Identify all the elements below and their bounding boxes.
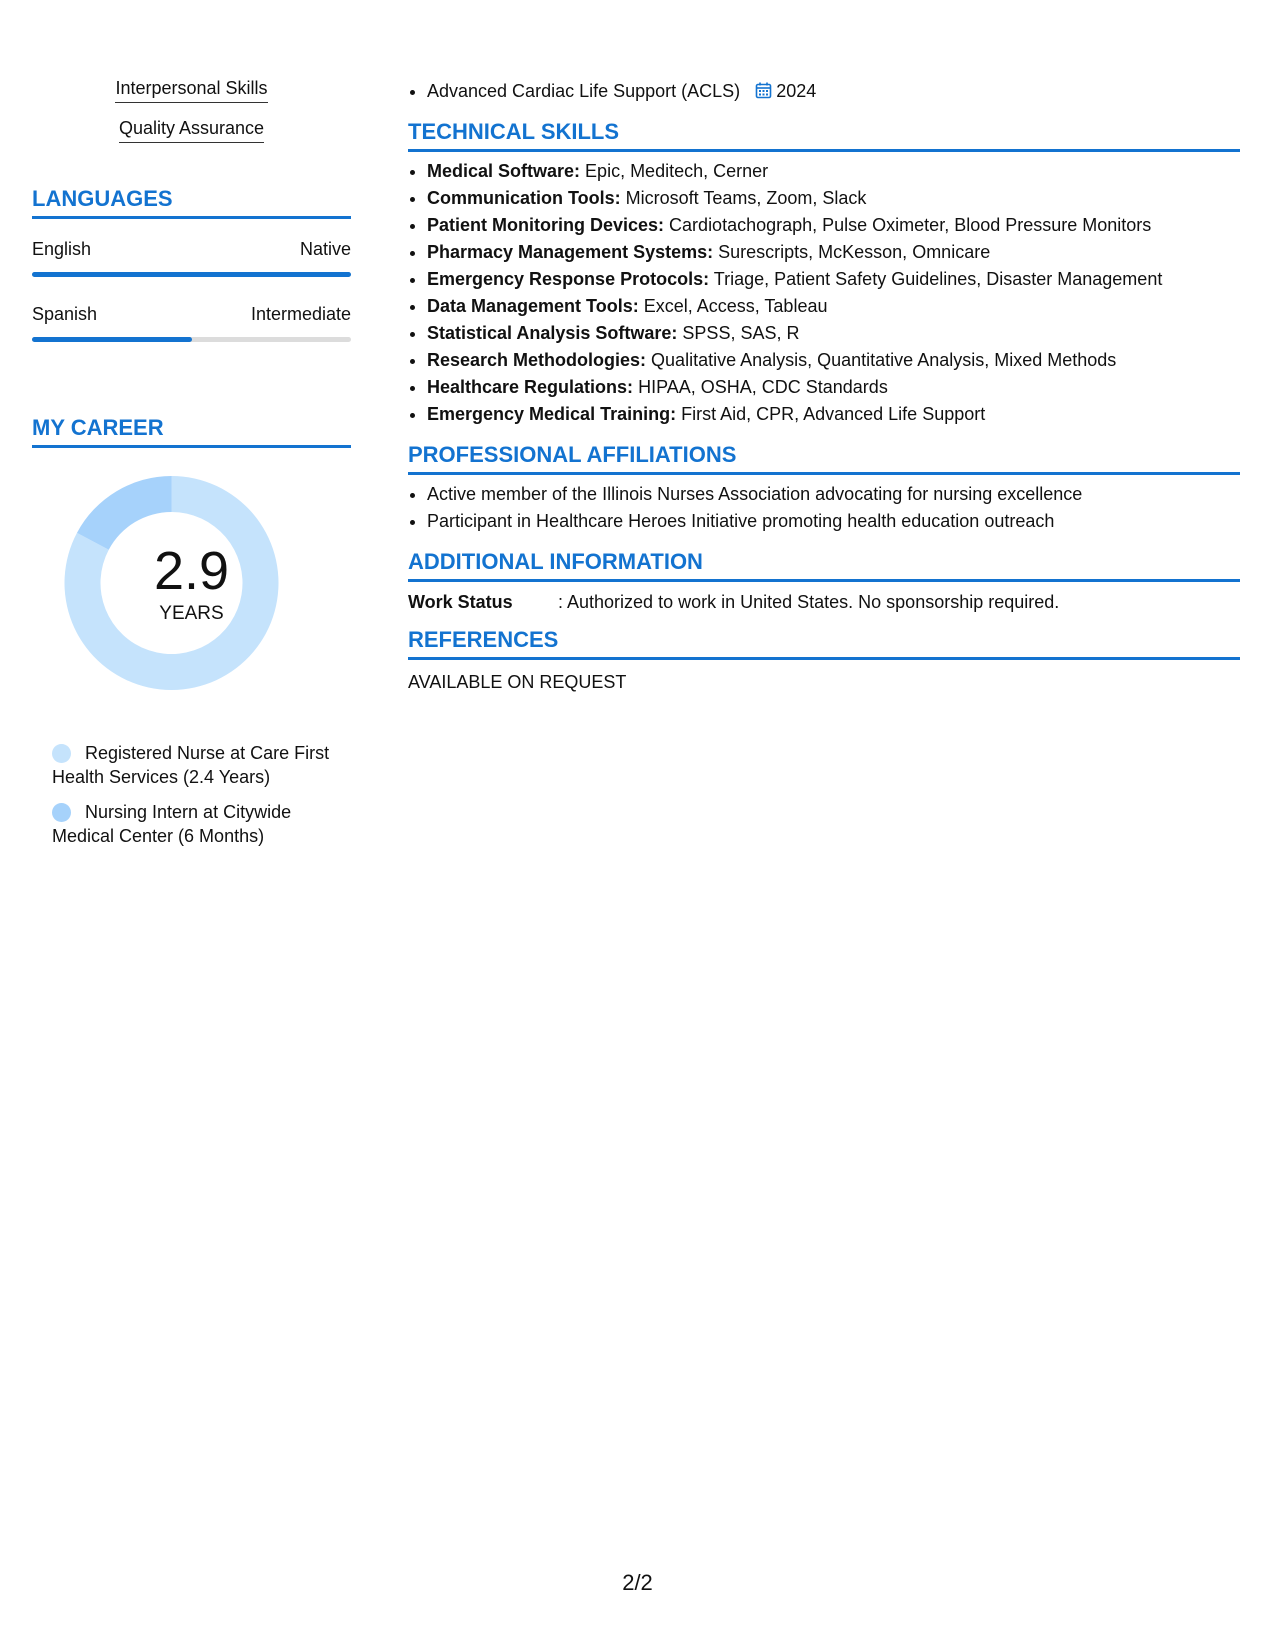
- career-donut-chart: [32, 473, 351, 713]
- references-text: AVAILABLE ON REQUEST: [408, 672, 627, 692]
- technical-skills-title: TECHNICAL SKILLS: [408, 119, 1240, 152]
- additional-info-title: ADDITIONAL INFORMATION: [408, 549, 1240, 582]
- work-status-value: : Authorized to work in United States. No sponsorship required.: [558, 592, 1060, 612]
- sidebar: [32, 78, 351, 848]
- language-item: [32, 239, 351, 277]
- affiliation-item: • Active member of the Illinois Nurses Association advocating for nursing excellence: [427, 481, 1240, 508]
- language-level: Intermediate: [250, 304, 351, 324]
- legend-item: Nursing Intern at Citywide Medical Center (6 Months): [52, 802, 292, 846]
- certification-list: [408, 78, 1240, 105]
- skill-item: • Data Management Tools: Excel, Access, Tableau: [427, 293, 1240, 320]
- language-item: [32, 304, 351, 342]
- legend-dot-icon: [52, 744, 71, 763]
- affiliations-list: [408, 481, 1240, 535]
- skill-item: • Patient Monitoring Devices: Cardiotachograph, Pulse Oximeter, Blood Pressure Monitors: [427, 212, 1240, 239]
- skill-tag: Interpersonal Skills: [32, 78, 351, 103]
- work-status-label: Work Status: [408, 592, 513, 612]
- certification-year: 2024: [776, 81, 817, 101]
- skill-item: • Healthcare Regulations: HIPAA, OSHA, CDC Standards: [427, 374, 1240, 401]
- main-content: [408, 78, 1240, 693]
- certification-item: • Advanced Cardiac Life Support (ACLS) 2024: [427, 78, 1240, 105]
- donut-slice-1: [77, 476, 172, 550]
- language-level-fill: [32, 272, 351, 277]
- work-status-row: [408, 592, 1240, 613]
- skill-item: • Emergency Medical Training: First Aid, CPR, Advanced Life Support: [427, 401, 1240, 428]
- career-title: MY CAREER: [32, 415, 351, 448]
- language-level: Native: [299, 239, 351, 259]
- language-level-bar: [32, 272, 351, 277]
- affiliations-title: PROFESSIONAL AFFILIATIONS: [408, 442, 1240, 475]
- skill-item: • Statistical Analysis Software: SPSS, SAS, R: [427, 320, 1240, 347]
- references-title: REFERENCES: [408, 627, 1240, 660]
- language-name: Spanish: [32, 304, 98, 324]
- skill-tag: Quality Assurance: [32, 118, 351, 143]
- language-name: English: [32, 239, 92, 259]
- skill-item: • Medical Software: Epic, Meditech, Cerner: [427, 158, 1240, 185]
- language-level-fill: [32, 337, 192, 342]
- skill-item: • Pharmacy Management Systems: Surescripts, McKesson, Omnicare: [427, 239, 1240, 266]
- affiliation-item: • Participant in Healthcare Heroes Initiative promoting health education outreach: [427, 508, 1240, 535]
- skill-item: • Communication Tools: Microsoft Teams, Zoom, Slack: [427, 185, 1240, 212]
- page-number: 2/2: [622, 1570, 653, 1595]
- career-legend: [32, 741, 351, 848]
- legend-item: Registered Nurse at Care First Health Services (2.4 Years): [52, 743, 330, 787]
- technical-skills-list: [408, 158, 1240, 428]
- skill-item: • Research Methodologies: Qualitative Analysis, Quantitative Analysis, Mixed Methods: [427, 347, 1240, 374]
- language-level-bar: [32, 337, 351, 342]
- career-total-unit: YEARS: [159, 603, 224, 624]
- career-total-value: 2.9: [153, 541, 230, 601]
- calendar-icon: [755, 82, 772, 99]
- languages-title: LANGUAGES: [32, 186, 351, 219]
- skill-item: • Emergency Response Protocols: Triage, Patient Safety Guidelines, Disaster Management: [427, 266, 1240, 293]
- legend-dot-icon: [52, 803, 71, 822]
